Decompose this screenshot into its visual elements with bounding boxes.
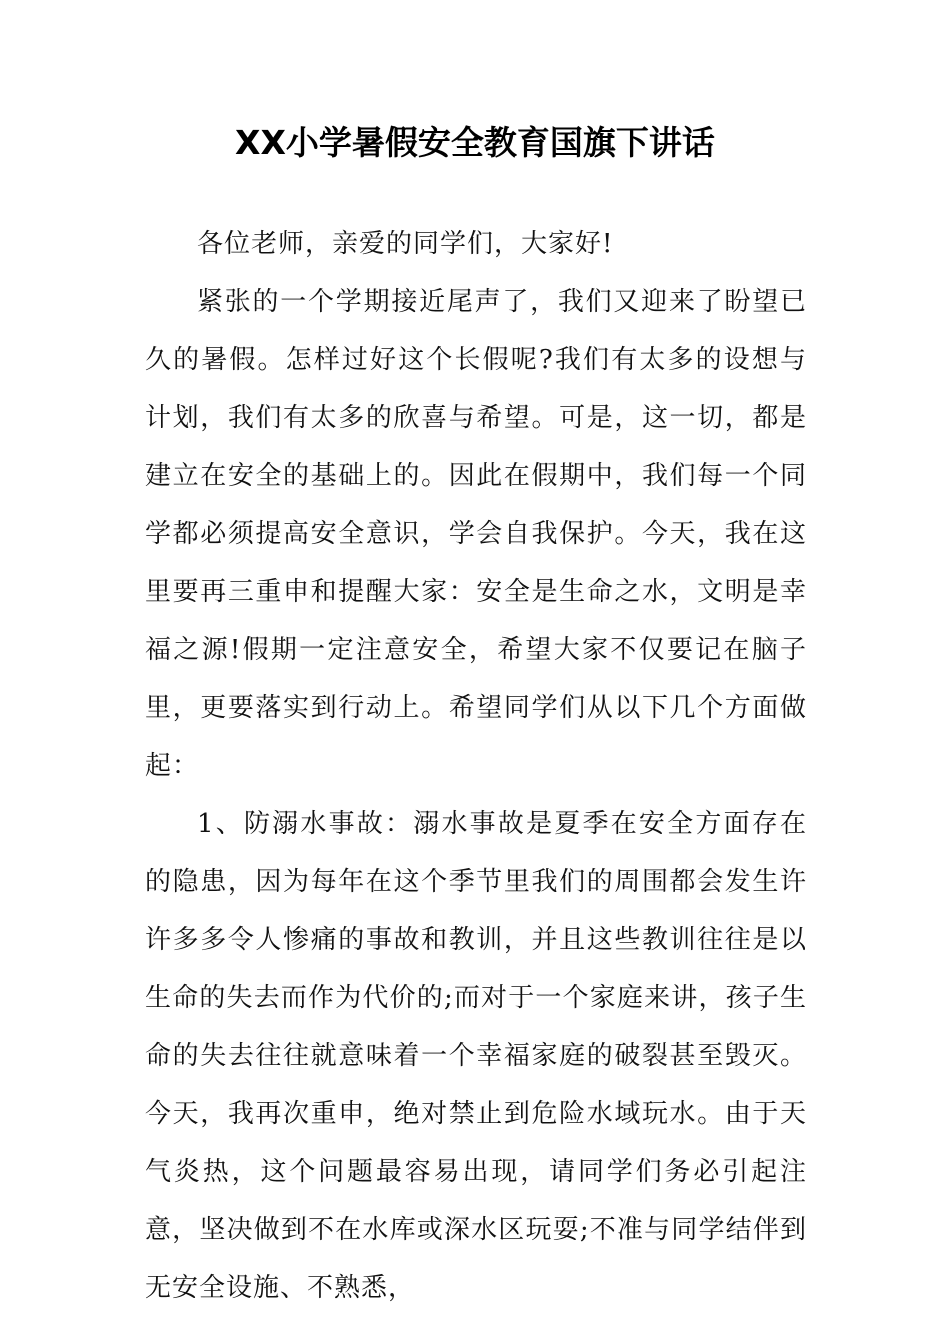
paragraph-greeting: 各位老师，亲爱的同学们，大家好! <box>197 229 614 259</box>
paragraph-drowning-prevention: 1、防溺水事故：溺水事故是夏季在安全方面存在的隐患，因为每年在这个季节里我们的周围都会发生许许多多令人惨痛的事故和教训，并且这些教训往往是以生命的失去而作为代价的;而对于一个家庭来讲，孩子生命的失去往往就意味着一个幸福家庭的破裂甚至毁灭。今天，我再次重申，绝对禁止到危险水域玩水。由于天气炎热，这个问题最容易出现，请同学们务必引起注意，坚决做到不在水库或深水区玩耍;不准与同学结伴到无安全设施、不熟悉， <box>145 809 807 1303</box>
paragraph-introduction: 紧张的一个学期接近尾声了，我们又迎来了盼望已久的暑假。怎样过好这个长假呢?我们有太多的设想与计划，我们有太多的欣喜与希望。可是，这一切，都是建立在安全的基础上的。因此在假期中，我们每一个同学都必须提高安全意识，学会自我保护。今天，我在这里要再三重申和提醒大家：安全是生命之水，文明是幸福之源!假期一定注意安全，希望大家不仅要记在脑子里，更要落实到行动上。希望同学们从以下几个方面做起： <box>145 287 807 781</box>
document-title: XX小学暑假安全教育国旗下讲话 <box>235 123 715 162</box>
document-body <box>145 215 807 1317</box>
